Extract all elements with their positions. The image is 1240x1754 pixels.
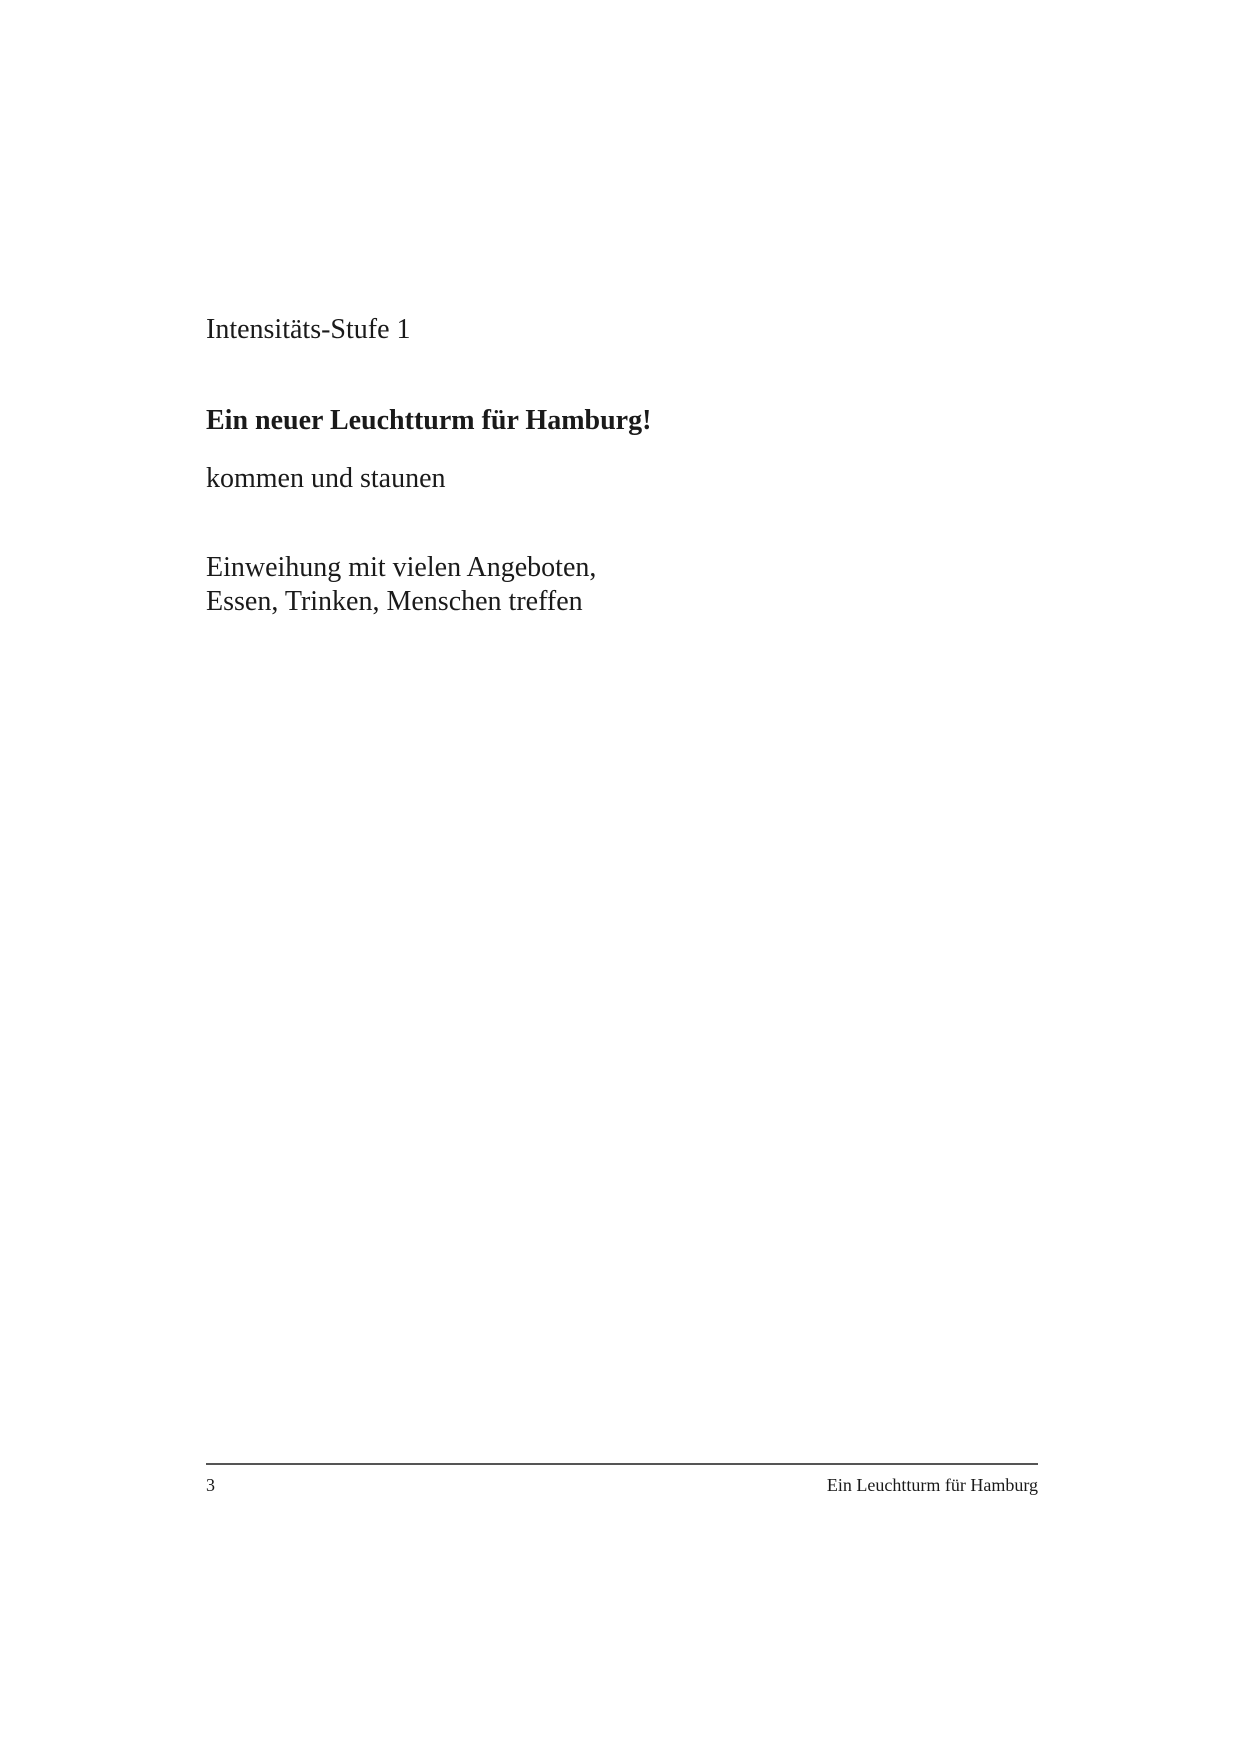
details-line: Essen, Trinken, Menschen treffen (206, 586, 583, 617)
intensity-level-label: Intensitäts-Stufe 1 (206, 314, 411, 345)
page-number: 3 (206, 1475, 215, 1495)
footer-divider (206, 1463, 1038, 1465)
tagline: kommen und staunen (206, 463, 446, 494)
details-block (206, 551, 596, 619)
details-line: Einweihung mit vielen Angeboten, (206, 552, 597, 583)
headline: Ein neuer Leuchtturm für Hamburg! (206, 405, 652, 436)
running-title: Ein Leuchtturm für Hamburg (826, 1475, 1038, 1495)
